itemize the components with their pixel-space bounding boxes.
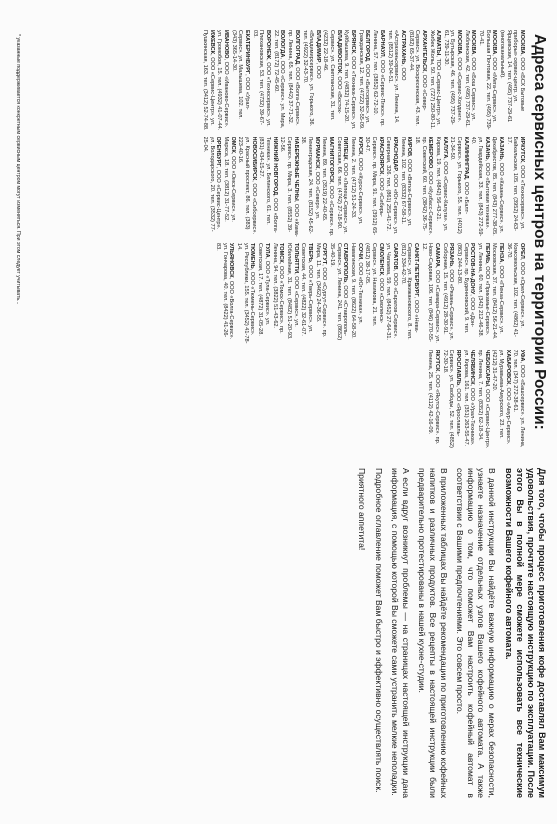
address-text: ООО «Амур-Сервис». ул. Муравьева-Амурского, 23. тел. (4212) 31-47-20. — [491, 349, 511, 445]
city-name: ВОЛОГДА — [279, 30, 286, 58]
city-name: КАЛИНИНГРАД — [462, 136, 469, 179]
city-name: АСТРАХАНЬ — [399, 30, 406, 65]
address-text: ООО «Ярославль-Сервис». ул. Свободы, 52. тел. (4852) 72-30-18. — [441, 349, 461, 448]
separator: , — [271, 195, 278, 199]
address-text: ООО «Сервис». пр. Ленина, 89. тел. (3519) 22-40-65. — [321, 136, 334, 237]
city-name: ТУЛА — [263, 243, 270, 258]
city-name: УФА — [519, 349, 525, 362]
separator: , — [456, 54, 463, 58]
service-center-entry — [505, 137, 525, 238]
service-center-entry — [322, 30, 342, 131]
footnote: * указанные поддерживается конкретным сервисным центром могут изменяться. При этом следует учитывать... — [15, 34, 21, 305]
address-text: ООО «Бытсервис». ул. Гражданская, 12. тел. (4722) 32-55-09. — [357, 30, 371, 130]
separator: , — [378, 56, 385, 60]
intro-paragraph: Для того, чтобы процесс приготовления кофе доставлял Вам максимум удовольствия, прочтите настоящую инструкцию по эксплуатации. После этого Вы в полной мере сможете использовать все технические возможности Вашего кофейного автомата. — [504, 468, 547, 798]
service-center-entry — [236, 243, 256, 344]
service-center-entry — [470, 137, 490, 238]
address-text: ООО «Кузбасс-Сервис». пр. Советский, 60. тел. (3842) 36-75-18. — [414, 136, 434, 236]
service-center-entry — [202, 137, 222, 238]
city-name: МОСКВА — [470, 30, 477, 55]
city-name: НАБЕРЕЖНЫЕ ЧЕЛНЫ — [292, 136, 299, 201]
separator: , — [249, 268, 256, 272]
separator: , — [491, 54, 498, 58]
city-name: РЯЗАНЬ — [448, 243, 455, 267]
address-text: ООО «Смоленск-Сервис». ул. Нахимова, 21. тел. (4812) 38-17-05. — [364, 243, 384, 327]
address-columns — [35, 30, 525, 450]
separator: , — [483, 263, 490, 267]
address-text: ООО «Сервис». ул. Мира, 22. тел. (8172) 72-45-60. — [272, 30, 286, 129]
city-name: МУРМАНСК — [313, 136, 320, 169]
separator: , — [292, 200, 299, 204]
service-center-entry — [258, 137, 278, 238]
service-center-entry — [407, 30, 427, 131]
city-name: НИЖНИЙ НОВГОРОД — [271, 136, 278, 196]
separator: , — [293, 64, 300, 68]
city-name: СОЧИ — [356, 243, 363, 260]
address-text: ООО «Нева-Сервис». ул. Кржижановского, 8. тел. (812) 334-42-70. — [399, 243, 419, 340]
separator: , — [314, 62, 321, 66]
service-center-entry — [301, 30, 321, 131]
city-name: СМОЛЕНСК — [377, 243, 384, 275]
city-name: МОСКВА — [491, 30, 498, 55]
address-text: ООО «Сибирь-Сервис». пр. Мира, 91. тел. (3912) 65-30-47. — [364, 136, 384, 236]
service-center-entry — [414, 137, 434, 238]
separator: , — [278, 262, 285, 266]
separator: , — [504, 384, 511, 388]
separator: , — [498, 262, 505, 266]
service-center-entry — [335, 137, 348, 238]
city-name: БАРНАУЛ — [378, 30, 385, 57]
service-center-entry — [449, 137, 469, 238]
city-name: ТВЕРЬ — [306, 243, 313, 262]
separator: , — [244, 74, 251, 78]
service-center-entry — [300, 137, 320, 238]
address-text: ООО «Вятка-Сервис». ул. Ленина, 102. тел. (8332) 67-58-11. — [399, 136, 413, 227]
page-title: Адреса сервисных центров на территории России: — [531, 34, 548, 430]
separator: , — [377, 174, 384, 178]
city-name: РОСТОВ-НА-ДОНУ — [469, 243, 476, 295]
address-text: ООО «Бош Сервис». ул. Люблинская, 42. тел. (495) 737-29-61. — [463, 30, 477, 128]
separator: , — [392, 269, 398, 273]
separator: , — [364, 61, 371, 65]
address-text: ООО «Сервис». ул. Юбилейная, 31. тел. (8482) 51-20-93. — [285, 243, 299, 340]
address-text: ООО «Курск-Сервис». ул. Ленина, 2. тел. (4712) 51-24-33. — [350, 136, 363, 225]
service-center-entry — [349, 137, 362, 238]
service-center-entry — [364, 137, 384, 238]
address-text: ООО «Мега-Сервис». ул. Большая Почтовая, 22. тел. (495) 739-70-41. — [478, 30, 498, 130]
city-name: ЧЕЛЯБИНСК — [469, 349, 476, 385]
city-name: ОРЕЛ — [519, 243, 525, 259]
address-text: ООО «Техносервис». ул. Байкальская, 105. тел. (3952) 24-63-17. — [505, 136, 525, 232]
separator: , — [462, 178, 469, 182]
separator: , — [342, 282, 349, 286]
separator: , — [335, 73, 342, 77]
separator: , — [292, 273, 299, 277]
city-name: КЕМЕРОВО — [427, 136, 434, 169]
separator: , — [263, 257, 270, 261]
service-center-entry — [215, 243, 235, 344]
address-text: ООО «Рязань-Сервис». ул. Соборная, 15. тел. (4912) 28-30-91. — [441, 243, 455, 341]
service-center-entry — [279, 137, 299, 238]
service-center-entry — [505, 243, 525, 344]
city-name: ХАБАРОВСК — [504, 349, 511, 385]
address-text: ООО «Волга-Сервис». ул. Гончарова, 40. тел. (8422) 41-26-83. — [215, 243, 235, 340]
city-name: КУРСК — [356, 136, 363, 155]
city-name: КИРОВ — [406, 136, 413, 156]
city-name: МОСКВА — [519, 30, 525, 55]
city-name: БЕЛГОРОД — [364, 30, 371, 62]
service-center-entry — [385, 137, 398, 238]
separator: , — [469, 384, 476, 388]
separator: , — [433, 371, 440, 375]
address-text: ООО «Прикамье-Сервис». ул. Ленина, 60. тел. (342) 212-46-38. — [477, 243, 490, 338]
separator: , — [392, 171, 398, 175]
separator: , — [356, 154, 363, 158]
separator: , — [433, 266, 440, 271]
city-name: КАЗАНЬ — [498, 136, 505, 160]
address-text: ООО «Север-Сервис». ул. Воскресенская, 43. тел. (8182) 65-37-44. — [407, 30, 427, 126]
city-name: ИРКУТСК — [519, 136, 525, 163]
address-text: ООО «Владимирсервис». ул. Горького, 36. тел. (4922) 32-43-70. — [301, 30, 321, 127]
address-text: ООО «Техносервис». ул. Плехановская, 53. тел. (4732) 39-67-03. — [251, 30, 271, 127]
city-name: ПЕНЗА — [498, 243, 505, 263]
separator: , — [250, 180, 257, 184]
separator: , — [427, 168, 434, 172]
service-center-entry — [272, 30, 285, 131]
city-name: УЛЬЯНОВСК — [228, 243, 235, 278]
city-name: САМАРА — [433, 243, 440, 267]
city-name: ЕКАТЕРИНБУРГ — [244, 30, 251, 75]
separator: , — [498, 159, 505, 163]
city-name: КРАСНОДАР — [392, 136, 398, 172]
separator: , — [483, 159, 490, 163]
address-column — [35, 350, 525, 451]
service-center-entry — [420, 243, 440, 344]
address-text: ООО «Казань-Сервис». ул. Декабристов, 85. тел. (843) 277-38-05. — [491, 136, 505, 236]
service-center-entry — [463, 30, 476, 131]
address-text: ООО «Ставрополь-Сервис». ул. Ленина, 241. тел. (8652) 35-40-19. — [329, 243, 349, 341]
address-text: ООО «Башсервис». ул. Ленина, 70. тел. (347) 272-38-61. — [512, 349, 525, 448]
address-text: ООО «Сургут-Сервис». пр. Мира, 11. тел. (3462) 24-36-55. — [314, 243, 328, 338]
address-text: ООО «Волга-Сервис». пр. Ленина, 65. тел. (8442) 37-71-32. — [287, 30, 300, 126]
service-center-entry — [441, 350, 461, 451]
service-center-entry — [491, 243, 504, 344]
service-center-entry — [385, 243, 398, 344]
separator: , — [208, 54, 215, 58]
separator: , — [454, 385, 461, 389]
paragraph-troubleshooting: А если вдруг возникнут проблемы — на страницах настоящей инструкции дана информация, с помощью которой Вы сможете сами устранить мелкие неполадки. — [390, 468, 411, 798]
service-center-entry — [512, 350, 525, 451]
separator: , — [420, 71, 427, 75]
address-text: ООО «Восток-Сервис». ул. Светланская, 31. тел. (4232) 22-18-46. — [322, 30, 342, 121]
address-text: ООО «Якутск-Сервис». пр. Ленина, 25. тел. (4112) 42-16-09. — [427, 349, 440, 445]
address-text: ООО «Волга-Техника». ул. Белинского, 61. тел. (831) 434-15-27. — [258, 136, 278, 233]
city-name: МАГНИТОГОРСК — [327, 136, 334, 183]
instructions-section — [47, 468, 547, 798]
separator: , — [435, 55, 442, 59]
service-center-entry — [428, 30, 441, 131]
separator: , — [327, 182, 334, 186]
separator: , — [441, 158, 448, 162]
city-name: БРЯНСК — [350, 30, 357, 54]
service-center-entry — [462, 350, 475, 451]
city-name: КАЛУГА — [441, 136, 448, 159]
service-center-entry — [478, 30, 498, 131]
address-column — [35, 243, 525, 344]
address-text: ООО «Сервис-Холдинг». ул. Бутырская, 46. тел. (495) 737-29-61, 739-11-30. — [442, 30, 463, 125]
city-name: МОСКВА — [456, 30, 463, 55]
separator: , — [279, 57, 286, 61]
paragraph-contents: Подробное оглавление поможет Вам быстро и эффективно осуществлять поиск. — [373, 468, 384, 793]
separator: , — [519, 361, 525, 365]
service-centers-section — [9, 30, 549, 450]
address-text: ООО «Дон-Сервис». пр. Буденновский, 9. тел. (863) 244-13-80. — [456, 243, 476, 334]
service-center-entry — [285, 243, 298, 344]
paragraph-recipes: В приложенных таблицах Вы найдёте рекомендации по приготовлению кофейных напитков и различных продуктов. Все рецепты в настоящей инструкции были предварительно протестированы в нашей кухне-студии. — [417, 468, 449, 798]
city-name: ВЛАДИВОСТОК — [335, 30, 342, 74]
city-name: НОВОСИБИРСК — [250, 136, 257, 181]
city-name: АРХАНГЕЛЬСК — [420, 30, 427, 72]
paragraph-safety: В данной инструкции Вы найдёте важную информацию о мерах безопасности, узнаете назначение отдельных узлов Вашего кофейного автомата. А также информацию о том, что поможет Вам настроить кофейный автомат в соответствии с Вашими предпочтениями. Это совсем просто. — [455, 468, 497, 798]
separator: , — [399, 64, 406, 68]
separator: , — [448, 266, 455, 270]
service-center-entry — [202, 30, 215, 131]
service-center-entry — [441, 243, 454, 344]
separator: , — [469, 294, 476, 298]
service-center-entry — [364, 243, 384, 344]
separator: , — [519, 54, 525, 58]
city-name: ЯКУТСК — [433, 349, 440, 372]
address-text: ООО «Сибсервис». ул. Красный проспект, 86. тел. (383) 223-40-16. — [237, 136, 257, 235]
address-text: ООО «Сервис-Калуга». ул. Кирова, 19. тел. (4842) 56-43-21. — [435, 136, 448, 232]
city-name: ТОМСК — [278, 243, 285, 263]
service-center-entry — [386, 30, 406, 131]
separator: , — [342, 159, 349, 163]
address-text: ООО «Липецк-Сервис». ул. Советская, 66. тел. (4742) 27-18-90. — [335, 136, 349, 234]
service-center-entry — [237, 137, 257, 238]
service-center-entry — [399, 243, 419, 344]
service-center-entry — [357, 30, 370, 131]
service-center-entry — [435, 137, 448, 238]
city-name: ВОРОНЕЖ — [265, 30, 271, 60]
signoff: Приятного аппетита! — [357, 468, 368, 551]
service-center-entry — [343, 30, 356, 131]
separator: , — [350, 53, 357, 57]
city-name: ЛИПЕЦК — [342, 136, 349, 160]
address-text: ООО «Тюмень-Сервис». ул. Республики, 155. тел. (3452) 41-78-14. — [236, 243, 256, 344]
address-text: ООО «Техника-Сервис». ул. Куйбышева, 9. тел. (4832) 74-15-20. — [343, 30, 357, 130]
address-text: ООО «Урал-Сервис». ул. Малышева, 102. тел. (343) 365-14-30. — [230, 30, 251, 119]
service-center-entry — [314, 243, 327, 344]
separator: , — [519, 258, 525, 262]
separator: , — [265, 59, 271, 63]
address-text: ООО «Бытовая техника». ул. Гвардейская, 33. тел. (843) 272-59-40. — [470, 136, 490, 237]
service-center-entry — [257, 243, 270, 344]
city-name: АЛМАТЫ — [435, 30, 442, 56]
service-center-entry — [499, 30, 525, 131]
separator: , — [406, 155, 413, 160]
city-name: ЯРОСЛАВЛЬ — [454, 349, 461, 386]
city-name: ПЕРМЬ — [483, 243, 490, 264]
address-text: ООО «Тула-Сервис». ул. Советская, 17. тел. (4872) 31-05-28. — [257, 243, 270, 336]
city-name: ИЖЕВСК — [208, 30, 215, 55]
separator: , — [519, 162, 525, 166]
address-text: ООО «Иваново-Сервис». ул. Громобоя, 15. тел. (4932) 41-07-44. — [216, 30, 230, 131]
service-center-entry — [271, 243, 284, 344]
city-name: САНКТ-ПЕТЕРБУРГ — [412, 243, 419, 297]
service-center-entry — [251, 30, 271, 131]
address-text: ООО «Орел-Сервис». ул. Комсомольская, 102. тел. (4862) 41-36-70. — [505, 243, 525, 337]
address-text: ООО «Юг-Сервис». ул. Северная, 326. тел. (861) 255-41-72. — [385, 136, 398, 235]
separator: , — [412, 296, 419, 300]
service-center-entry — [372, 30, 385, 131]
city-name: ОРЕНБУРГ — [215, 136, 222, 167]
service-center-entry — [491, 350, 511, 451]
separator: , — [223, 58, 230, 62]
city-name: ОМСК — [229, 136, 236, 153]
address-text: ООО «Урал-Техника». ул. Кирова, 161. тел. (351) 263-55-47. — [462, 349, 476, 447]
address-text: ООО «Пенза-Сервис». ул. Московская, 37. тел. (8412) 56-21-44. — [491, 243, 505, 340]
address-text: ООО «Томск-Сервис». пр. Ленина, 94. тел. (3822) 51-43-62. — [271, 243, 285, 334]
address-text: ООО «Сервис-Плюс». пр. Ленина, 57. тел. (3852) 62-72-10. — [372, 30, 385, 127]
service-center-entry — [230, 30, 250, 131]
service-center-entry — [491, 137, 504, 238]
service-center-entry — [456, 243, 476, 344]
city-name: ИВАНОВО — [223, 30, 230, 59]
address-text: ООО «Астраханьсервис». ул. Ленина, 14. тел. (8512) 39-04-51. — [386, 30, 406, 124]
address-text: ООО «Юг-Техника». ул. Навагинская, 9. тел. (8622) 64-58-20. — [350, 243, 363, 339]
address-column — [35, 30, 525, 131]
separator: , — [377, 275, 384, 279]
separator: , — [470, 54, 477, 58]
service-center-entry — [427, 350, 440, 451]
address-text: ООО «Омск-Сервис». ул. Маркса, 18. тел. (3812) 31-77-52. — [223, 136, 236, 222]
city-name: КАЗАНЬ — [483, 136, 490, 160]
separator: , — [228, 277, 235, 281]
address-text: ООО «Саратов-Сервис». ул. Чапаева, 59. тел. (8452) 27-64-31. — [385, 243, 398, 341]
address-column — [35, 137, 525, 238]
separator: , — [215, 166, 222, 170]
service-center-entry — [476, 350, 489, 451]
service-center-entry — [399, 137, 412, 238]
separator: , — [356, 259, 363, 263]
address-text: ООО «Балт-Сервис». ул. Горького, 55. тел. (4012) 21-34-50. — [449, 136, 469, 234]
service-center-entry — [300, 243, 313, 344]
address-text: ООО «Сервис-Центр». ул. Пушкинская, 163. тел. (3412) 52-74-88. — [202, 30, 215, 131]
service-center-entry — [476, 243, 489, 344]
address-text: ООО «БСХ Бытовые приборы» сервис-центр. ул. Ярцевская, 14. тел. (495) 737-29-61 (многоканальный). — [499, 30, 525, 123]
service-center-entry — [329, 243, 349, 344]
address-text: ООО «Сервис-Центр». ул. Володарского, 20. тел. (3532) 77-25-04. — [202, 136, 222, 232]
separator: , — [229, 152, 236, 157]
service-center-entry — [222, 137, 235, 238]
separator: , — [313, 168, 320, 172]
service-center-entry — [287, 30, 300, 131]
city-name: ВЛАДИМИР — [314, 30, 321, 63]
address-text: ООО «Тверь-Сервис». ул. Советская, 44. тел. (4822) 32-61-07. — [300, 243, 313, 336]
service-center-entry — [321, 137, 334, 238]
city-name: ТОЛЬЯТТИ — [292, 243, 299, 274]
city-name: ЧЕБОКСАРЫ — [483, 349, 490, 387]
city-name: СУРГУТ — [321, 243, 328, 265]
city-name: ТЮМЕНЬ — [249, 243, 256, 269]
address-text: ООО «Север». ул. Ленинградская, 24. тел. (8152) 45-62-38. — [300, 136, 320, 234]
separator: , — [306, 261, 313, 266]
address-text: ООО «Самара-Сервис». ул. Ново-Садовая, 106. тел. (846) 270-55-12. — [420, 243, 440, 343]
service-center-entry — [216, 30, 229, 131]
city-name: САРАТОВ — [392, 243, 398, 270]
city-name: КРАСНОЯРСК — [377, 136, 384, 175]
city-name: СТАВРОПОЛЬ — [342, 243, 349, 283]
service-center-entry — [442, 30, 462, 131]
city-name: ВОЛГОГРАД — [293, 30, 300, 65]
address-text: ТОО «Сервис-Центр». ул. Жибек Жолы, 50. тел. (727) 250-80-11. — [428, 30, 442, 130]
address-text: ООО «Сервис-Центр». пр. Ленина, 7. тел. (8352) 62-18-34. — [477, 349, 490, 449]
service-center-entry — [349, 243, 362, 344]
address-text: ООО «Кама-Сервис». пр. Мира, 3. тел. (8552) 39-12-56. — [279, 136, 299, 237]
separator: , — [321, 264, 328, 268]
separator: , — [483, 386, 490, 390]
